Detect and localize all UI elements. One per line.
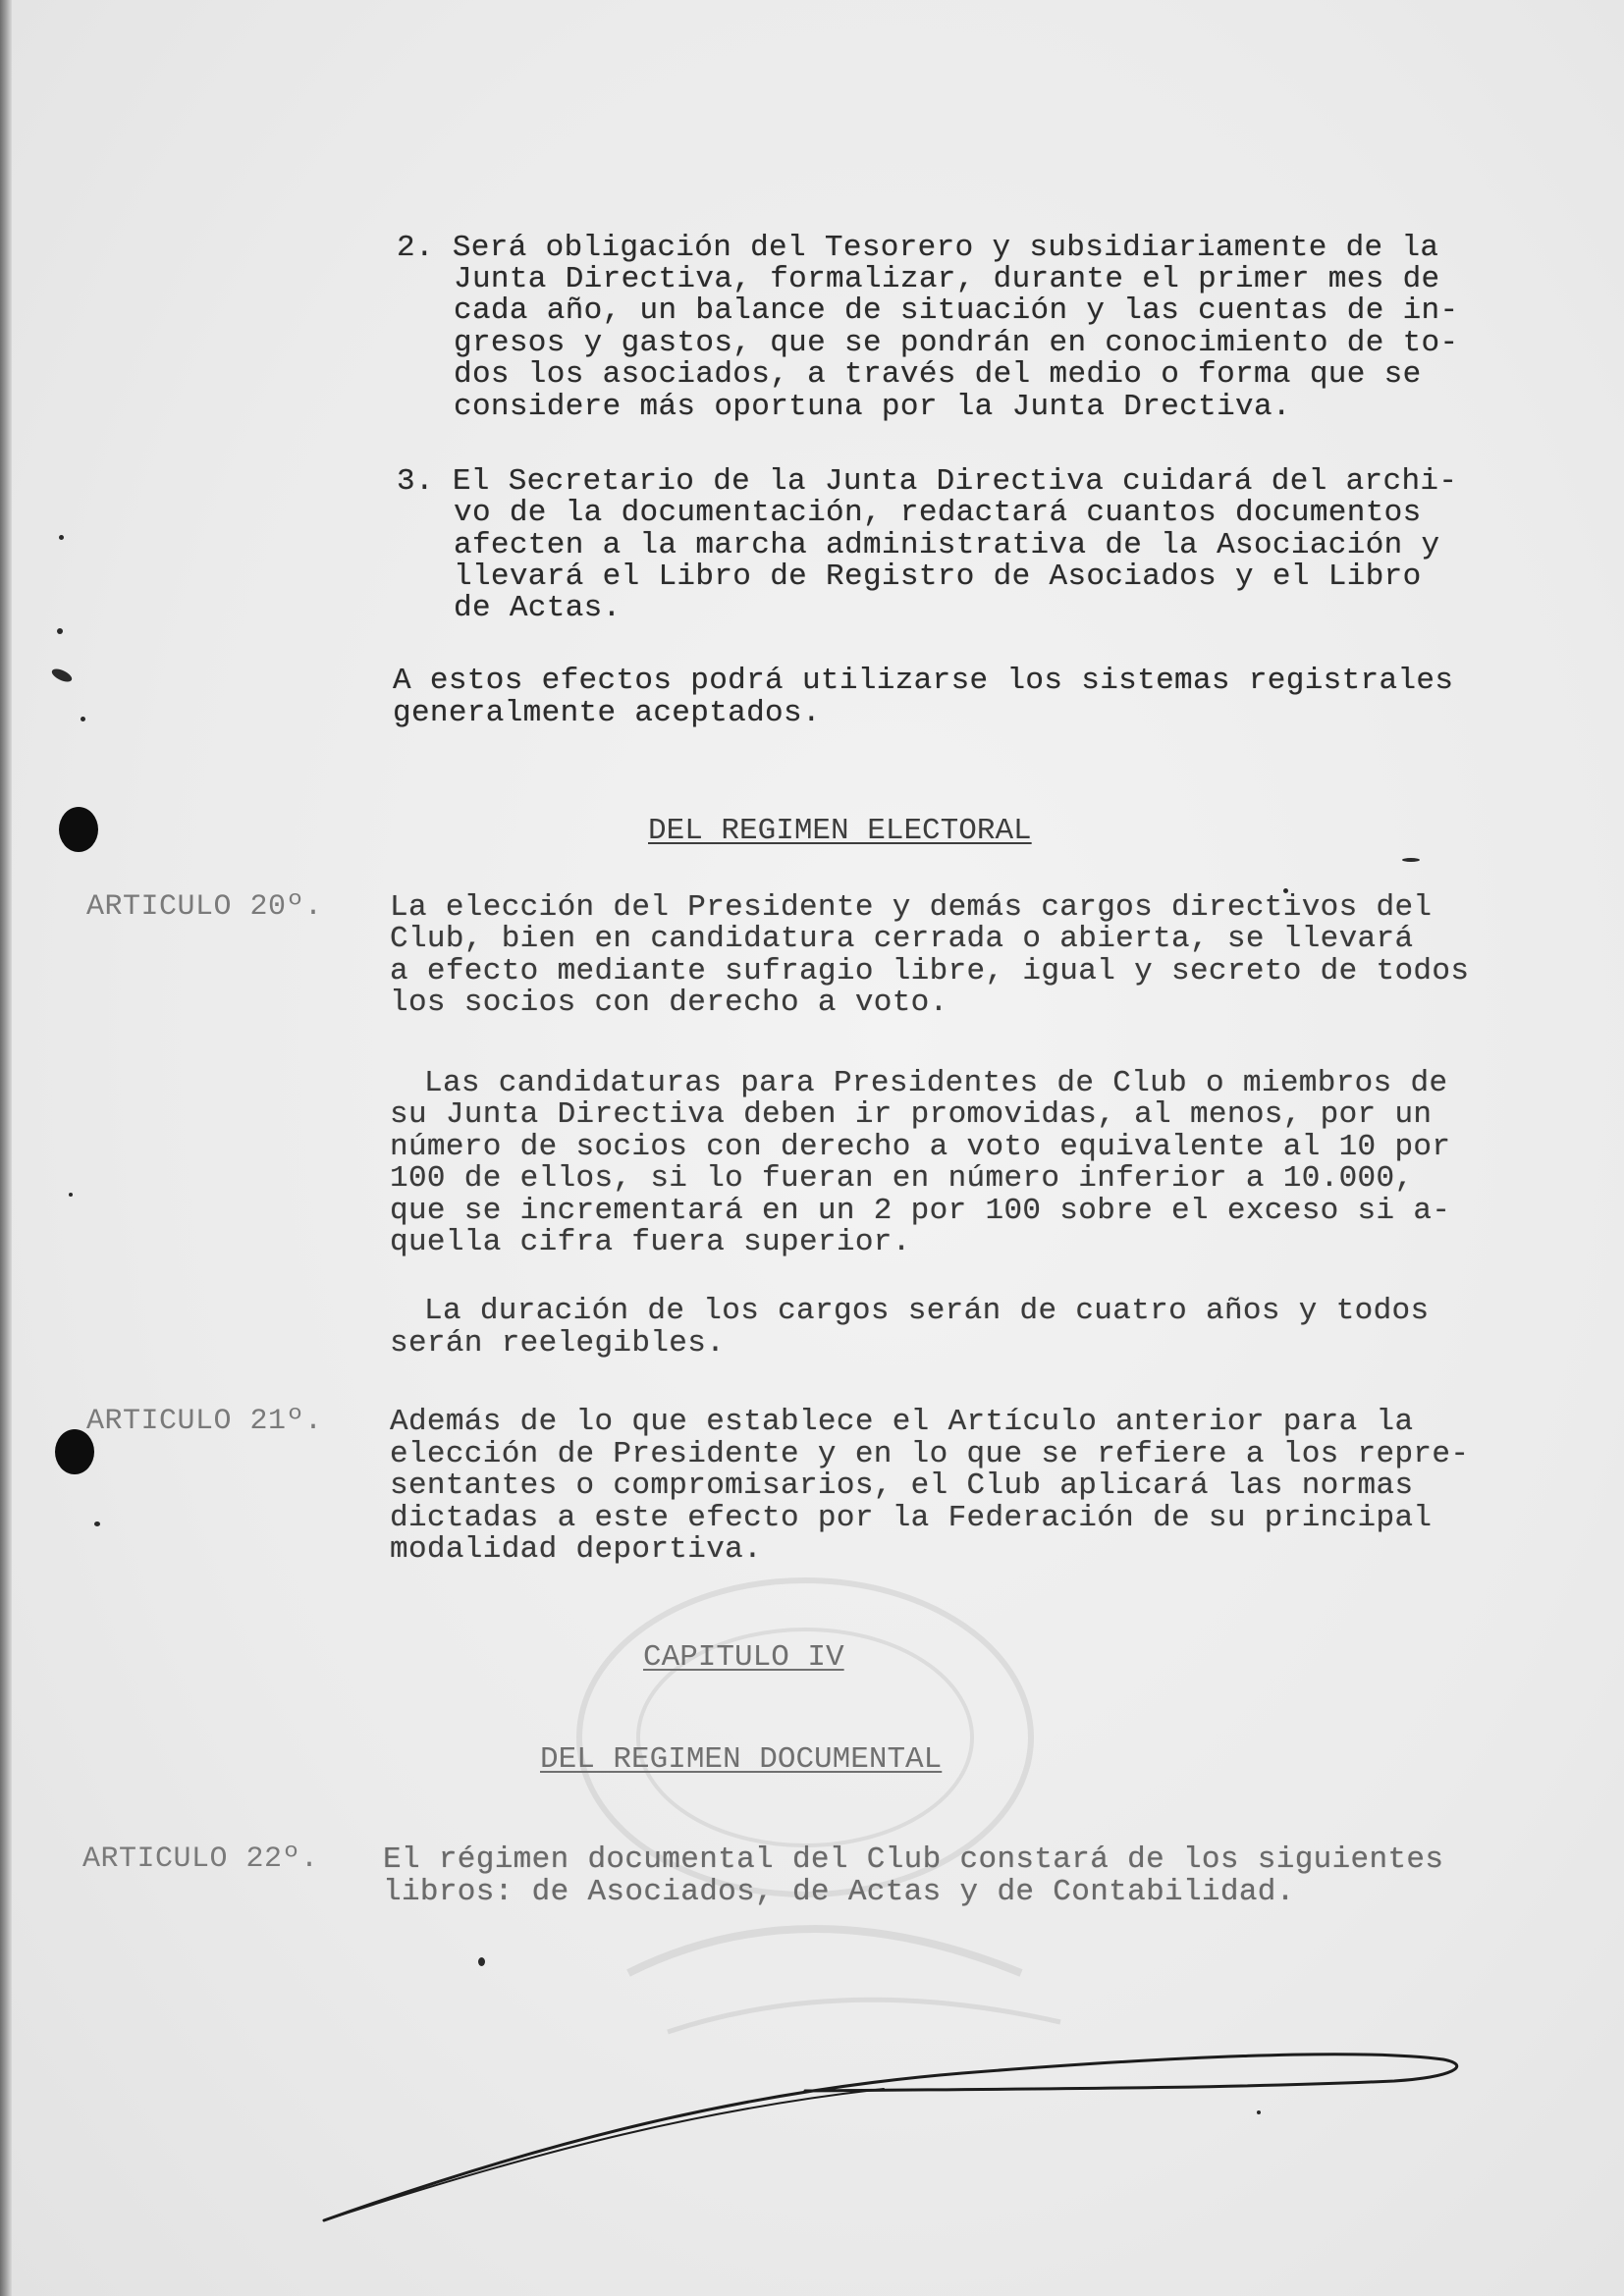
article-20-para3-line-2: serán reelegibles. — [390, 1326, 726, 1361]
item-2-line-6: considere más oportuna por la Junta Drectiva. — [454, 390, 1291, 424]
article-21-line-4: dictadas a este efecto por la Federación de su principal — [390, 1501, 1433, 1535]
scan-speck — [1402, 858, 1420, 862]
article-20-para2-line-2: su Junta Directiva deben ir promovidas, al menos, por un — [390, 1097, 1433, 1132]
section-heading-electoral: DEL REGIMEN ELECTORAL — [648, 814, 1032, 848]
item-3-line-1: 3. El Secretario de la Junta Directiva cuidará del archi- — [397, 464, 1458, 499]
watermark-seal — [511, 1561, 1198, 2110]
item-2-line-5: dos los asociados, a través del medio o forma que se — [454, 357, 1422, 392]
article-20-line-2: Club, bien en candidatura cerrada o abierta, se llevará — [390, 922, 1414, 956]
article-20-para2-line-1: Las candidaturas para Presidentes de Club o miembros de — [424, 1066, 1448, 1100]
article-20-para2-line-3: número de socios con derecho a voto equivalente al 10 por — [390, 1130, 1451, 1164]
article-22-line-2: libros: de Asociados, de Actas y de Contabilidad. — [383, 1875, 1295, 1909]
scan-speck — [478, 1957, 485, 1966]
article-21-line-3: sentantes o compromisarios, el Club aplicará las normas — [390, 1468, 1414, 1503]
article-20-para3-line-1: La duración de los cargos serán de cuatro años y todos — [424, 1294, 1430, 1328]
item-2-line-3: cada año, un balance de situación y las cuentas de in- — [454, 294, 1459, 328]
article-21-line-5: modalidad deportiva. — [390, 1532, 763, 1567]
scan-speck — [59, 535, 64, 540]
section-heading-documental: DEL REGIMEN DOCUMENTAL — [540, 1742, 943, 1777]
scan-speck — [50, 667, 74, 684]
article-20-label: ARTICULO 20º. — [86, 890, 323, 924]
item-2-line-1: 2. Será obligación del Tesorero y subsidiariamente de la — [397, 231, 1439, 265]
article-20-para2-line-4: 100 de ellos, si lo fueran en número inferior a 10.000, — [390, 1161, 1414, 1196]
scan-left-edge — [0, 0, 12, 2296]
article-21-line-2: elección de Presidente y en lo que se refiere a los repre- — [390, 1437, 1470, 1471]
article-21-label: ARTICULO 21º. — [86, 1405, 323, 1438]
article-20-para2-line-5: que se incrementará en un 2 por 100 sobre el exceso si a- — [390, 1194, 1451, 1228]
item-3-line-5: de Actas. — [454, 591, 622, 625]
closing-line-2: generalmente aceptados. — [393, 696, 821, 730]
article-22-label: ARTICULO 22º. — [82, 1842, 319, 1876]
chapter-heading: CAPITULO IV — [643, 1640, 844, 1675]
scan-speck — [94, 1522, 100, 1526]
article-22-line-1: El régimen documental del Club constará de los siguientes — [383, 1842, 1444, 1877]
closing-line-1: A estos efectos podrá utilizarse los sistemas registrales — [393, 664, 1454, 698]
article-20-line-3: a efecto mediante sufragio libre, igual y secreto de todos — [390, 954, 1470, 988]
item-3-line-4: llevará el Libro de Registro de Asociados y el Libro — [454, 560, 1422, 594]
item-3-line-2: vo de la documentación, redactará cuantos documentos — [454, 496, 1422, 530]
scan-speck — [81, 717, 85, 721]
item-2-line-2: Junta Directiva, formalizar, durante el primer mes de — [454, 262, 1440, 296]
article-20-line-4: los socios con derecho a voto. — [390, 986, 948, 1020]
article-20-para2-line-6: quella cifra fuera superior. — [390, 1225, 911, 1259]
article-20-line-1: La elección del Presidente y demás cargos directivos del — [390, 890, 1433, 925]
item-3-line-3: afecten a la marcha administrativa de la Asociación y — [454, 528, 1440, 562]
scan-speck — [57, 628, 63, 634]
scan-speck — [1257, 2110, 1261, 2114]
article-21-line-1: Además de lo que establece el Artículo anterior para la — [390, 1405, 1414, 1439]
punch-hole-top — [59, 807, 98, 852]
scan-speck — [69, 1193, 73, 1197]
item-2-line-4: gresos y gastos, que se pondrán en conocimiento de to- — [454, 326, 1459, 360]
